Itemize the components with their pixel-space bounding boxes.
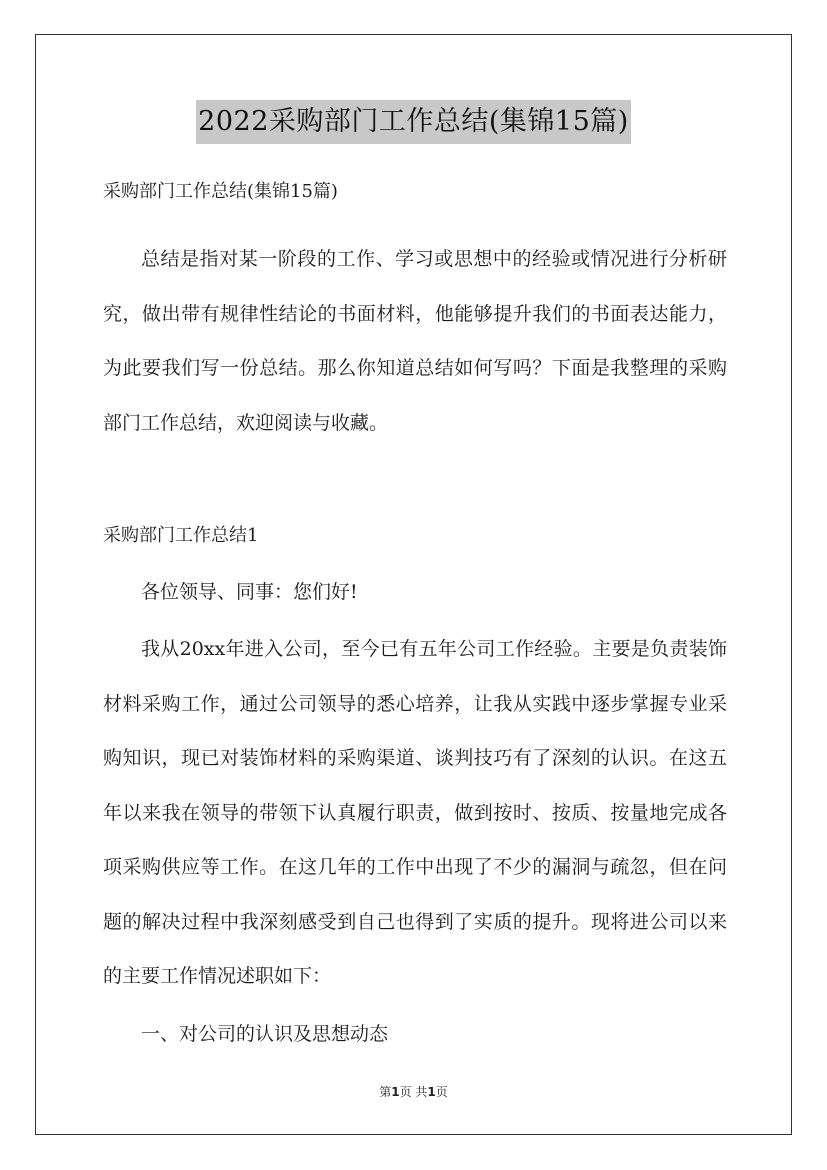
body-paragraph: 我从20xx年进入公司，至今已有五年公司工作经验。主要是负责装饰材料采购工作，通过公司领导的悉心培养，让我从实践中逐步掌握专业采购知识，现已对装饰材料的采购渠道、谈判技巧有了深刻的认识。在这五年以来我在领导的带领下认真履行职责，做到按时、按质、按量地完成各项采购供应等工作。在这几年的工作中出现了不少的漏洞与疏忽，但在问题的解决过程中我深刻感受到自己也得到了实质的提升。现将进公司以来的主要工作情况述职如下：	[103, 638, 727, 987]
greeting-line: 各位领导、同事：您们好!	[141, 581, 358, 603]
footer-mid: 页 共	[399, 1085, 428, 1099]
document-body	[103, 174, 727, 1052]
document-title: 2022采购部门工作总结(集锦15篇)	[196, 100, 631, 144]
section-heading: 采购部门工作总结1	[103, 525, 259, 546]
page-footer	[0, 1083, 827, 1100]
footer-current-page: 1	[391, 1085, 400, 1099]
footer-total-pages: 1	[427, 1085, 436, 1099]
title-container	[0, 100, 827, 144]
footer-prefix: 第	[379, 1085, 392, 1099]
intro-paragraph: 总结是指对某一阶段的工作、学习或思想中的经验或情况进行分析研究，做出带有规律性结论的书面材料，他能够提升我们的书面表达能力，为此要我们写一份总结。那么你知道总结如何写吗？下面是我整理的采购部门工作总结，欢迎阅读与收藏。	[103, 248, 727, 434]
document-subtitle: 采购部门工作总结(集锦15篇)	[103, 181, 338, 202]
footer-suffix: 页	[435, 1085, 448, 1099]
subsection-heading: 一、对公司的认识及思想动态	[141, 1022, 389, 1045]
